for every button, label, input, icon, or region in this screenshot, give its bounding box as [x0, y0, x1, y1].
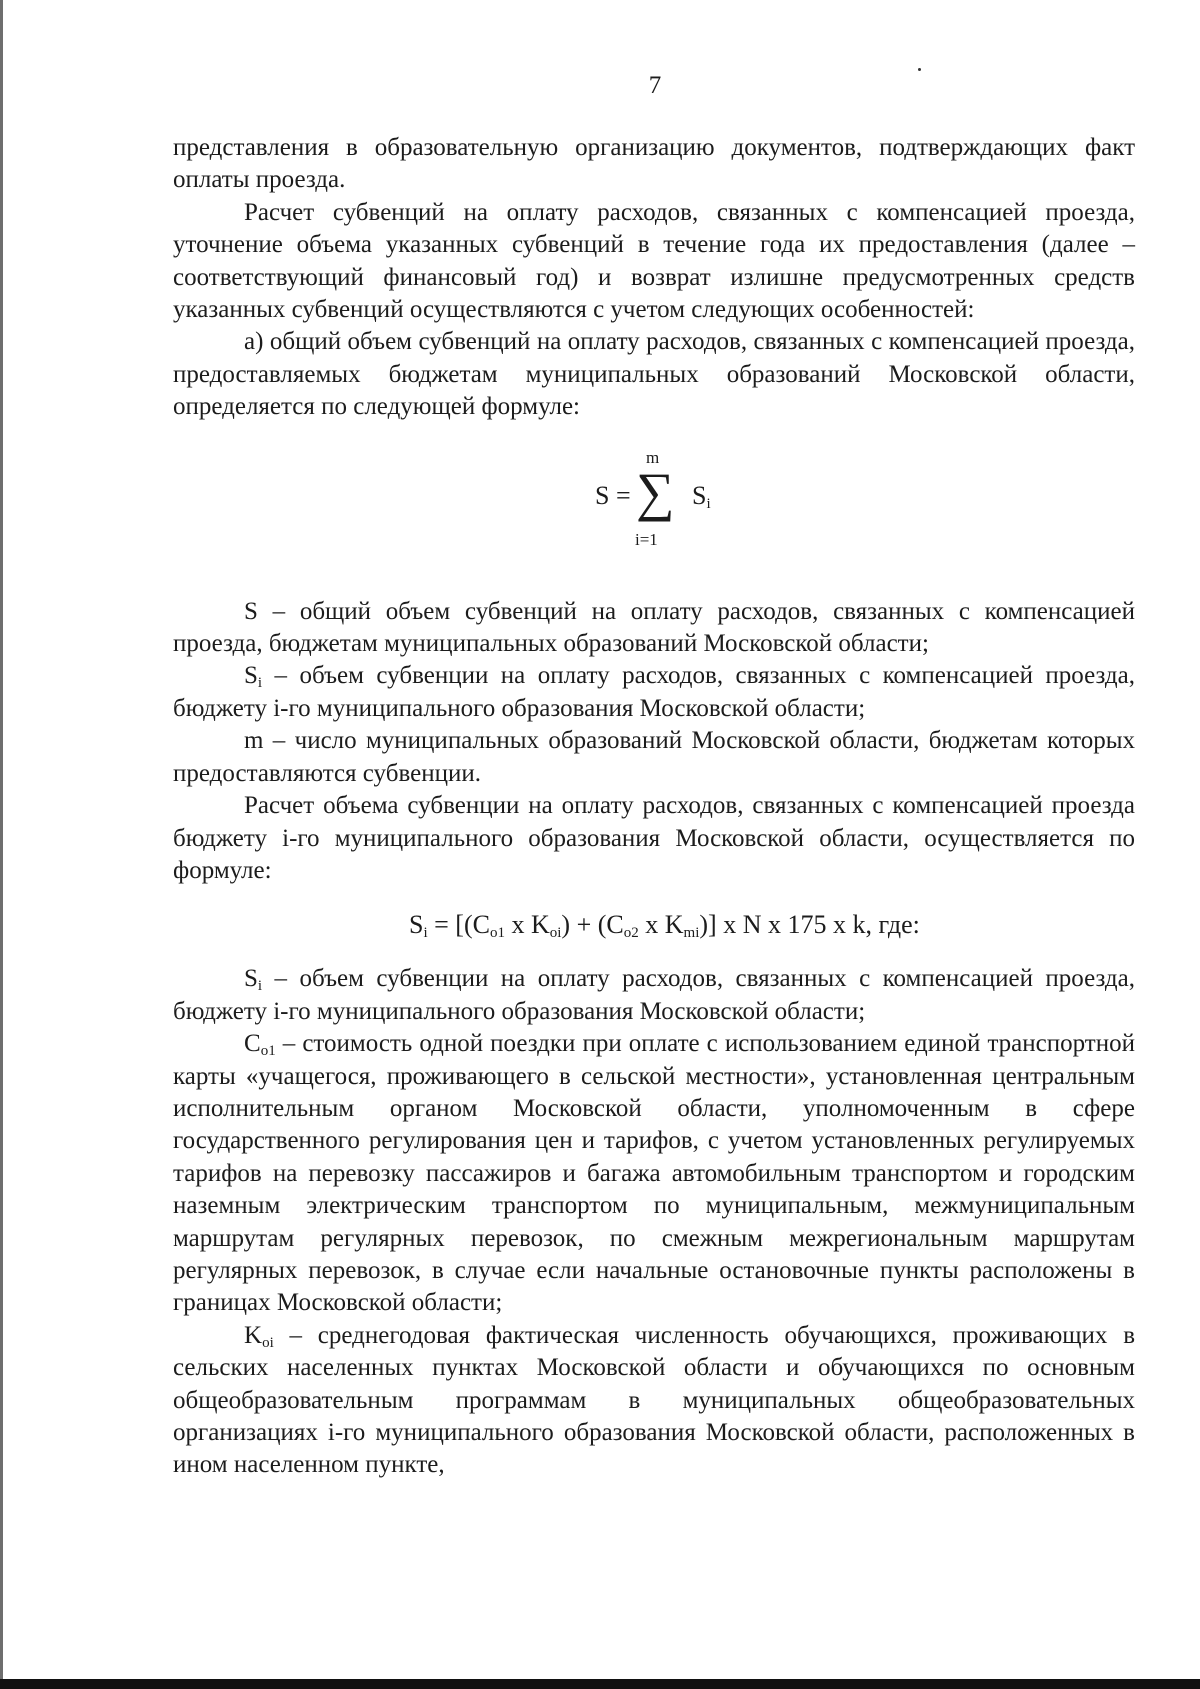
lower-limit: i=1: [635, 529, 658, 549]
upper-limit: m: [646, 447, 660, 467]
page-number: 7: [648, 72, 662, 99]
definition-si-2: $S_i$ – объем субвенции на оплату расходов, связанных с компенсацией проезда, бюджету i-го муниципального образования Московской области;: [173, 965, 1135, 1025]
paragraph-calculation-si: Расчет объема субвенции на оплату расходов, связанных с компенсацией проезда бюджету i-го муниципального образования Московской области, осуществляется по формуле:: [173, 792, 1135, 884]
definition-co1: $C_{o1}$ – стоимость одной поездки при оплате с использованием единой транспортной карты «учащегося, проживающего в сельской местности», установленная центральным исполнительным органом Московской области, уполномоченным в сфере государственного регулирования цен и тарифов, с учетом установленных регулируемых тарифов на перевозку пассажиров и багажа автомобильным транспортом и городским наземным электрическим транспортом по муниципальным, межмуниципальным маршрутам регулярных перевозок, по смежным межрегиональным маршрутам регулярных перевозок, в случае если начальные остановочные пункты расположены в границах Московской области;: [173, 1030, 1135, 1317]
scan-bottom-edge: [0, 1679, 1200, 1689]
scan-left-edge: [0, 0, 3, 1689]
definition-koi: $K_{oi}$ – среднегодовая фактическая численность обучающихся, проживающих в сельских населенных пунктах Московской области и обучающихся по основным общеобразовательным программам в муниципальных общеобразовательных организациях i-го муниципального образования Московской области, расположенных в ином населенном пункте,: [173, 1321, 1135, 1479]
definition-si: $S_i$ – объем субвенции на оплату расходов, связанных с компенсацией проезда, бюджету i-го муниципального образования Московской области;: [173, 662, 1135, 722]
document-body: [173, 132, 1135, 1482]
definition-m: m – число муниципальных образований Московской области, бюджетам которых предоставляются субвенции.: [173, 727, 1135, 787]
formula-lhs: S =: [595, 480, 631, 510]
scan-speck: [918, 68, 921, 71]
summation-formula: [173, 442, 1135, 582]
subvention-formula: $S_i = [(C_{o1}$ x $K_{oi}) + (C_{o2}$ x $K_{mi}$)] x N x 175 x k, где:: [409, 910, 920, 942]
paragraph-item-a: а) общий объем субвенций на оплату расходов, связанных с компенсацией проезда, предоставляемых бюджетам муниципальных образований Московской области, определяется по следующей формуле:: [173, 328, 1135, 421]
definition-s: S – общий объем субвенций на оплату расходов, связанных с компенсацией проезда, бюджетам муниципальных образований Московской области;: [173, 597, 1135, 658]
sum-term: $S_i$: [692, 480, 711, 512]
sum-sign: ∑: [636, 461, 675, 522]
paragraph-calculation-intro: Расчет субвенций на оплату расходов, связанных с компенсацией проезда, уточнение объема указанных субвенций в течение года их предоставления (далее – соответствующий финансовый год) и возврат излишне предусмотренных средств указанных субвенций осуществляются с учетом следующих особенностей:: [173, 198, 1135, 324]
paragraph-continuation: представления в образовательную организацию документов, подтверждающих факт оплаты проезда.: [173, 134, 1135, 194]
